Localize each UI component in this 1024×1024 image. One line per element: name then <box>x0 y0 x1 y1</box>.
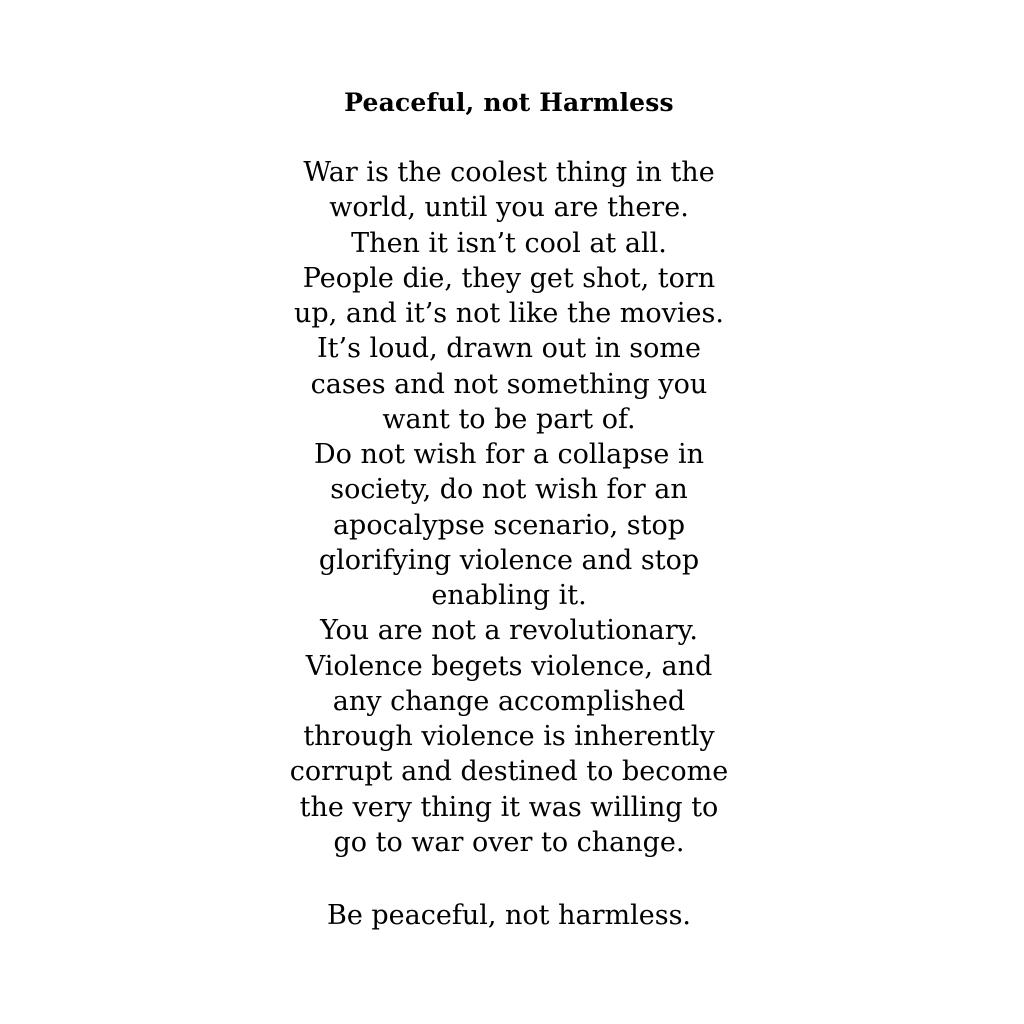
poem-line: It’s loud, drawn out in some <box>316 333 701 365</box>
poem-line: enabling it. <box>431 580 587 611</box>
poem-line: People die, they get shot, torn <box>302 262 716 294</box>
poem-line: You are not a revolutionary. <box>320 615 698 647</box>
poem-closing-line: Be peaceful, not harmless. <box>326 900 692 931</box>
poem-line: want to be part of. <box>382 403 636 435</box>
poem-line: apocalypse scenario, stop <box>332 509 686 541</box>
poem-line: Violence begets violence, and <box>305 650 713 682</box>
poem-line: Do not wish for a collapse in <box>313 439 705 470</box>
poem-line: Then it isn’t cool at all. <box>351 227 667 259</box>
poem-line: society, do not wish for an <box>330 474 688 506</box>
poem-body <box>0 155 1018 860</box>
poem-title: Peaceful, not Harmless <box>344 88 674 117</box>
poem-line: any change accomplished <box>332 685 686 717</box>
poem-line: go to war over to change. <box>333 826 685 858</box>
poem-line: up, and it’s not like the movies. <box>294 298 724 329</box>
poem-line: glorifying violence and stop <box>318 544 700 576</box>
poem-line: cases and not something you <box>310 368 708 400</box>
poem-line: War is the coolest thing in the <box>303 157 715 188</box>
poem-line: through violence is inherently <box>303 721 715 752</box>
poem-line: world, until you are there. <box>329 192 689 224</box>
poem-line: the very thing it was willing to <box>299 791 719 823</box>
poem-line: corrupt and destined to become <box>289 756 729 788</box>
